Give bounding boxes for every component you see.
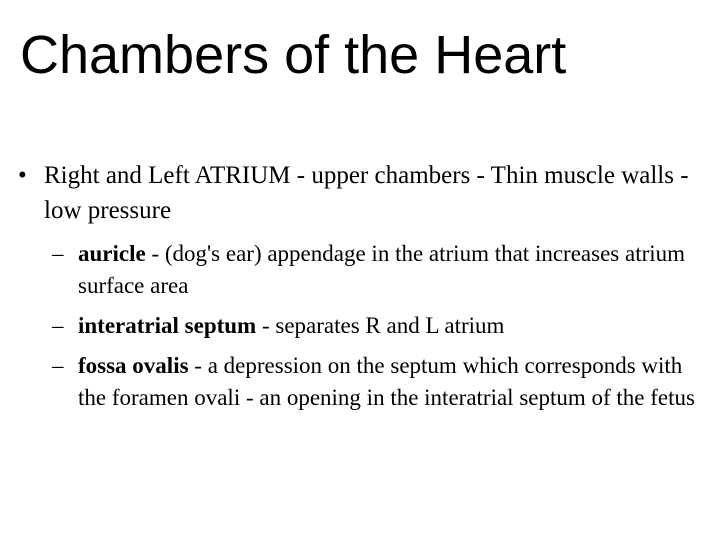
subitem-description: - a depression on the septum which corresponds with the foramen ovali - an opening in the interatrial septum of the fetus	[78, 353, 695, 410]
subitem-text	[52, 350, 702, 414]
dash-marker: –	[52, 313, 64, 338]
slide-title: Chambers of the Heart	[20, 25, 567, 85]
bullet-marker: •	[18, 162, 27, 189]
subitem-text	[52, 238, 702, 302]
term-interatrial-septum: interatrial septum	[78, 313, 257, 338]
term-auricle: auricle	[78, 241, 146, 266]
main-bullet	[18, 158, 698, 228]
dash-marker: –	[52, 353, 64, 378]
main-bullet-text: Right and Left ATRIUM - upper chambers - Thin muscle walls - low pressure	[44, 162, 689, 224]
subitem-auricle	[52, 238, 702, 302]
subitem-description: - separates R and L atrium	[256, 313, 505, 338]
term-fossa-ovalis: fossa ovalis	[78, 353, 189, 378]
dash-marker: –	[52, 241, 64, 266]
subitem-text	[52, 310, 702, 342]
subitem-fossa-ovalis	[52, 350, 702, 414]
subitem-interatrial-septum	[52, 310, 702, 342]
subitem-description: - (dog's ear) appendage in the atrium that increases atrium surface area	[78, 241, 686, 298]
